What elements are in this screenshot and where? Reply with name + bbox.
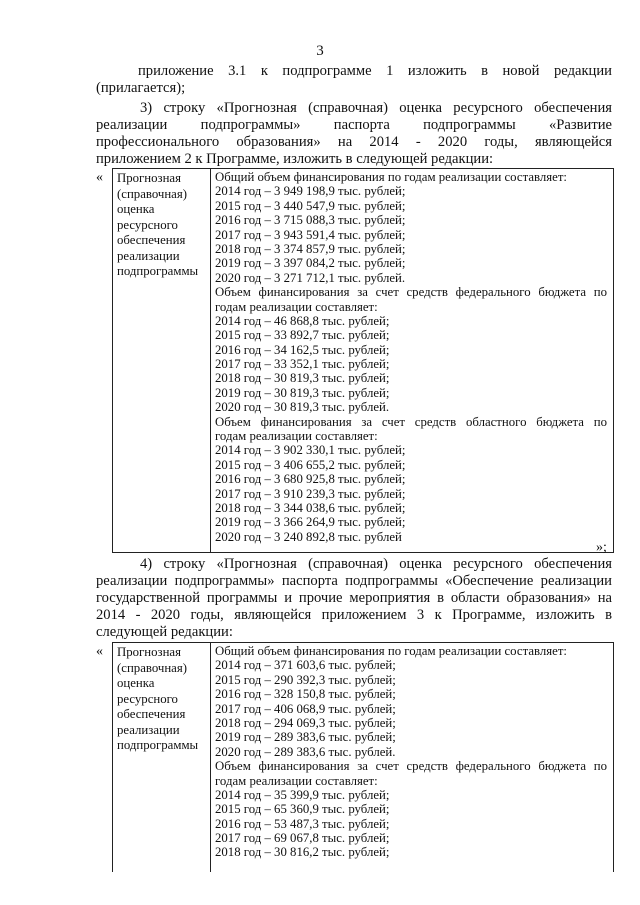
table-label-cell xyxy=(113,169,211,552)
label-line: Прогнозная xyxy=(117,171,182,185)
table-row: 2015 год – 33 892,7 тыс. рублей; xyxy=(215,328,390,343)
label-line: реализации xyxy=(117,722,180,737)
table-content-cell xyxy=(211,643,613,872)
table-row: 2014 год – 46 868,8 тыс. рублей; xyxy=(215,313,390,328)
table-row: Объем финансирования за счет средств федерального бюджета по xyxy=(215,285,607,300)
label-line: реализации xyxy=(117,248,180,263)
table-row: годам реализации составляет: xyxy=(215,429,378,444)
table-row: 2019 год – 3 397 084,2 тыс. рублей; xyxy=(215,256,406,271)
text-line: 4) строку «Прогнозная (справочная) оценка ресурсного обеспечения xyxy=(140,556,612,572)
text-line: реализации подпрограммы» паспорта подпрограммы «Обеспечение реализации xyxy=(96,573,612,589)
table-row: 2017 год – 3 943 591,4 тыс. рублей; xyxy=(215,227,406,242)
table-row: 2015 год – 3 406 655,2 тыс. рублей; xyxy=(215,457,406,472)
intro-paragraph xyxy=(96,63,612,97)
funding-table-2 xyxy=(112,642,614,872)
table-row: Объем финансирования за счет средств областного бюджета по xyxy=(215,414,607,429)
table-row: 2020 год – 3 240 892,8 тыс. рублей xyxy=(215,529,402,544)
table-row: 2018 год – 30 819,3 тыс. рублей; xyxy=(215,371,390,386)
label-line: обеспечения xyxy=(117,707,186,721)
label-line: (справочная) xyxy=(117,186,188,201)
table-row: 2019 год – 289 383,6 тыс. рублей; xyxy=(215,730,396,745)
table-row: 2018 год – 3 374 857,9 тыс. рублей; xyxy=(215,241,406,256)
label-line: оценка xyxy=(117,202,155,216)
table-row: 2014 год – 371 603,6 тыс. рублей; xyxy=(215,658,396,673)
table-row: 2015 год – 65 360,9 тыс. рублей; xyxy=(215,802,390,817)
table-row: Общий объем финансирования по годам реализации составляет: xyxy=(215,170,567,184)
table-row: 2015 год – 290 392,3 тыс. рублей; xyxy=(215,672,396,687)
label-line: подпрограммы xyxy=(117,264,199,278)
item-3-paragraph xyxy=(96,100,612,168)
table-row: 2017 год – 406 068,9 тыс. рублей; xyxy=(215,701,396,716)
table-row: 2018 год – 294 069,3 тыс. рублей; xyxy=(215,715,396,730)
table-row: 2016 год – 34 162,5 тыс. рублей; xyxy=(215,342,390,357)
table-row: 2016 год – 3 715 088,3 тыс. рублей; xyxy=(215,213,406,228)
label-line: (справочная) xyxy=(117,660,188,675)
table-row: 2020 год – 3 271 712,1 тыс. рублей. xyxy=(215,270,406,285)
table-row: 2017 год – 3 910 239,3 тыс. рублей; xyxy=(215,486,406,501)
text-line: профессионального образования» на 2014 - 2020 годы, являющейся xyxy=(96,134,612,150)
table-row: 2018 год – 30 816,2 тыс. рублей; xyxy=(215,845,390,860)
table-row: 2016 год – 53 487,3 тыс. рублей; xyxy=(215,816,390,831)
table-row: Общий объем финансирования по годам реализации составляет: xyxy=(215,644,567,658)
table-row: годам реализации составляет: xyxy=(215,299,378,314)
table-row: 2020 год – 289 383,6 тыс. рублей. xyxy=(215,744,396,759)
table-row: 2015 год – 3 440 547,9 тыс. рублей; xyxy=(215,198,406,213)
item-4-paragraph xyxy=(96,556,612,641)
funding-table-1 xyxy=(112,168,614,553)
text-line: приложением 2 к Программе, изложить в следующей редакции: xyxy=(96,151,494,167)
text-line: государственной программы и прочие мероприятия в области образования» на xyxy=(96,590,612,606)
close-quote: »; xyxy=(596,540,607,555)
label-line: подпрограммы xyxy=(117,738,199,752)
table-label-cell xyxy=(113,643,211,872)
text-line: 3) строку «Прогнозная (справочная) оценка ресурсного обеспечения xyxy=(140,100,612,116)
text-line: (прилагается); xyxy=(96,80,186,96)
table-row: 2018 год – 3 344 038,6 тыс. рублей; xyxy=(215,500,406,515)
table-row: 2016 год – 3 680 925,8 тыс. рублей; xyxy=(215,472,406,487)
open-quote: « xyxy=(96,170,103,185)
table-row: 2019 год – 3 366 264,9 тыс. рублей; xyxy=(215,515,406,530)
page-number: 3 xyxy=(316,43,324,59)
text-line: реализации подпрограммы» паспорта подпрограммы «Развитие xyxy=(96,117,612,133)
text-line: приложение 3.1 к подпрограмме 1 изложить в новой редакции xyxy=(138,63,612,79)
label-line: ресурсного xyxy=(117,217,178,232)
table-row: 2017 год – 69 067,8 тыс. рублей; xyxy=(215,831,390,846)
table-row: 2014 год – 35 399,9 тыс. рублей; xyxy=(215,787,390,802)
table-row: Объем финансирования за счет средств федерального бюджета по xyxy=(215,759,607,774)
table-row: 2014 год – 3 949 198,9 тыс. рублей; xyxy=(215,184,406,199)
table-row: 2016 год – 328 150,8 тыс. рублей; xyxy=(215,687,396,702)
table-content-cell xyxy=(211,169,613,552)
text-line: 2014 - 2020 годы, являющейся приложением 3 к Программе, изложить в xyxy=(96,607,612,623)
label-line: ресурсного xyxy=(117,691,178,706)
label-line: Прогнозная xyxy=(117,645,182,659)
table-row: 2017 год – 33 352,1 тыс. рублей; xyxy=(215,357,390,372)
open-quote: « xyxy=(96,644,103,659)
table-row: годам реализации составляет: xyxy=(215,773,378,788)
table-row: 2014 год – 3 902 330,1 тыс. рублей; xyxy=(215,443,406,458)
table-row: 2020 год – 30 819,3 тыс. рублей. xyxy=(215,400,390,415)
label-line: оценка xyxy=(117,676,155,690)
text-line: следующей редакции: xyxy=(96,624,233,640)
table-row: 2019 год – 30 819,3 тыс. рублей; xyxy=(215,385,390,400)
label-line: обеспечения xyxy=(117,233,186,247)
